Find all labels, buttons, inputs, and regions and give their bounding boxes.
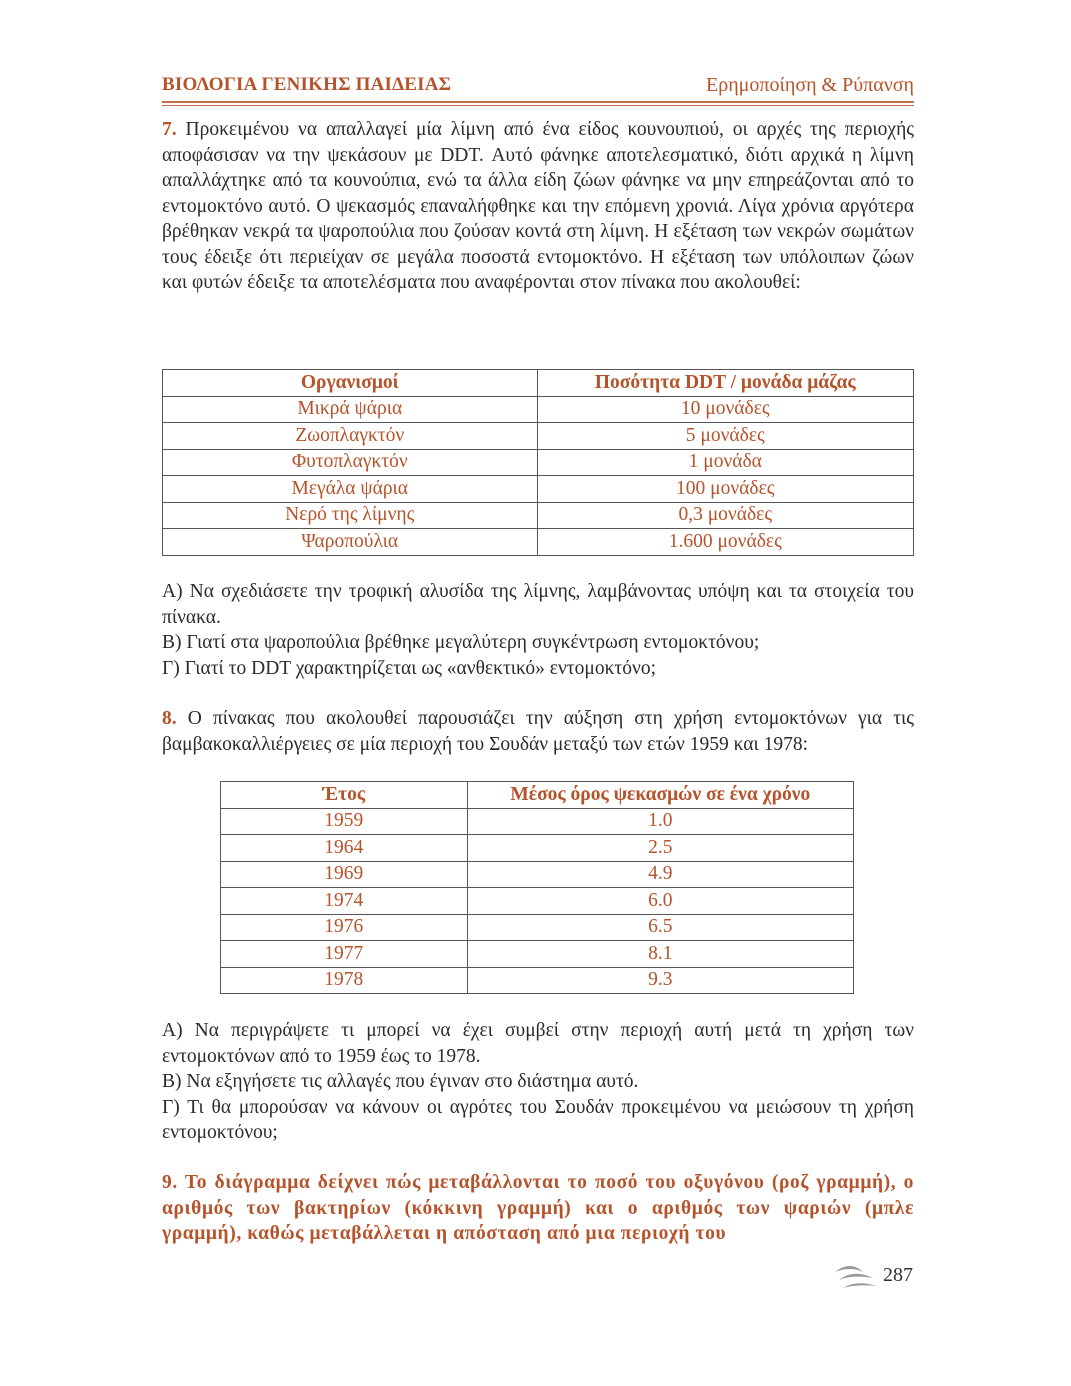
table-header-row: [221, 782, 854, 809]
question-7-number: 7.: [162, 119, 177, 140]
question-7a: Α) Να σχεδιάσετε την τροφική αλυσίδα της λίμνης, λαμβάνοντας υπόψη και τα στοιχεία του πίνακα.: [162, 581, 914, 628]
question-7b: Β) Γιατί στα ψαροπούλια βρέθηκε μεγαλύτερη συγκέντρωση εντομοκτόνου;: [162, 632, 760, 653]
table-header-year: Έτος: [221, 782, 468, 809]
question-8b: Β) Να εξηγήσετε τις αλλαγές που έγιναν στο διάστημα αυτό.: [162, 1071, 639, 1092]
table-row: 1969 4.9: [221, 861, 854, 888]
table-header-ddt: Ποσότητα DDT / μονάδα μάζας: [537, 370, 913, 397]
table-row: 1974 6.0: [221, 888, 854, 915]
question-8: [162, 706, 914, 757]
page-number: 287: [883, 1264, 913, 1286]
table-header-organisms: Οργανισμοί: [163, 370, 538, 397]
question-7-text: 7. Προκειμένου να απαλλαγεί μία λίμνη από ένα είδος κουνουπιού, οι αρχές της περιοχής αποφάσισαν να την ψεκάσουν με DDT. Αυτό φάνηκε αποτελεσματικό, διότι αρχικά η λίμνη απαλλάχτηκε από τα κουνούπια, ενώ τα άλλα είδη ζώων φάνηκε να μην επηρεάζονται από το εντομοκτόνο αυτό. Ο ψεκασμός επαναλήφθηκε και την επόμενη χρονιά. Λίγα χρόνια αργότερα βρέθηκαν νεκρά τα ψαροπούλια που ζούσαν κοντά στη λίμνη. Η εξέταση των νεκρών σωμάτων τους έδειξε ότι περιείχαν σε μεγάλα ποσοστά εντομοκτόνο. Η εξέταση των υπόλοιπων ζώων και φυτών έδειξε τα αποτελέσματα που αναφέρονται στον πίνακα που ακολουθεί:: [162, 119, 914, 293]
table-row: Μικρά ψάρια 10 μονάδες: [163, 396, 914, 423]
table-row: Νερό της λίμνης 0,3 μονάδες: [163, 502, 914, 529]
table-header-sprays: Μέσος όρος ψεκασμών σε ένα χρόνο: [467, 782, 853, 809]
table-row: 1964 2.5: [221, 835, 854, 862]
table-row: Μεγάλα ψάρια 100 μονάδες: [163, 476, 914, 503]
table-row: Ζωοπλαγκτόν 5 μονάδες: [163, 423, 914, 450]
question-9-text: 9. Το διάγραμμα δείχνει πώς μεταβάλλονται το ποσό του οξυγόνου (ροζ γραμμή), ο αριθμός των βακτηρίων (κόκκινη γραμμή) και ο αριθμός των ψαριών (μπλε γραμμή), καθώς μεταβάλλεται η απόσταση από μια περιοχή του: [162, 1172, 914, 1244]
question-8-text: 8. Ο πίνακας που ακολουθεί παρουσιάζει την αύξηση στη χρήση εντομοκτόνων για τις βαμβακοκαλλιέργειες σε μία περιοχή του Σουδάν μεταξύ των ετών 1959 και 1978:: [162, 708, 915, 755]
question-7: [162, 117, 914, 296]
header-subject: ΒΙΟΛΟΓΙΑ ΓΕΝΙΚΗΣ ΠΑΙΔΕΙΑΣ: [162, 74, 452, 95]
question-8c: Γ) Τι θα μπορούσαν να κάνουν οι αγρότες του Σουδάν προκειμένου να μειώσουν τη χρήση εντομοκτόνου;: [162, 1096, 914, 1143]
header-chapter: Ερημοποίηση & Ρύπανση: [706, 74, 914, 96]
question-7c: Γ) Γιατί το DDT χαρακτηρίζεται ως «ανθεκτικό» εντομοκτόνο;: [162, 657, 656, 679]
table-row: Ψαροπούλια 1.600 μονάδες: [163, 529, 914, 556]
spraying-table: [220, 781, 854, 994]
page-header: [162, 74, 914, 100]
table-row: 1959 1.0: [221, 808, 854, 835]
ddt-table: [162, 369, 914, 556]
header-rule-thin: [162, 105, 914, 106]
question-7-subquestions: [162, 579, 914, 681]
question-8-number: 8.: [162, 708, 177, 729]
header-rule: [162, 101, 914, 103]
question-8-subquestions: [162, 1018, 914, 1146]
question-8a: Α) Να περιγράψετε τι μπορεί να έχει συμβεί στην περιοχή αυτή μετά τη χρήση των εντομοκτόνων από το 1959 έως το 1978.: [162, 1020, 914, 1067]
table-header-row: [163, 370, 914, 397]
table-row: Φυτοπλαγκτόν 1 μονάδα: [163, 449, 914, 476]
bird-logo-icon: [833, 1258, 881, 1294]
table-row: 1978 9.3: [221, 967, 854, 994]
table-row: 1977 8.1: [221, 941, 854, 968]
table-row: 1976 6.5: [221, 914, 854, 941]
question-9: [162, 1170, 914, 1247]
